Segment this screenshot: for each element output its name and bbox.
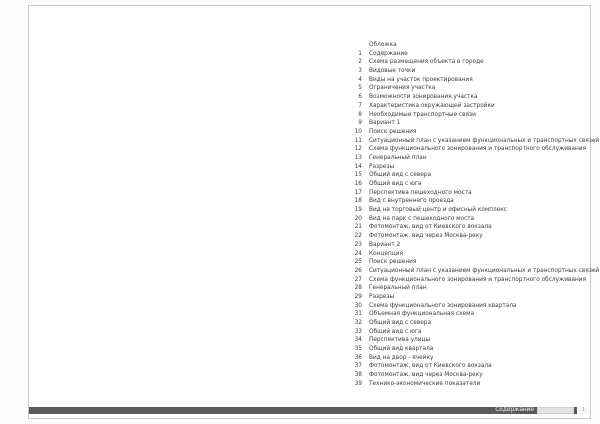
toc-item-label: Ситуационный план с указанием функциональных и транспортных связей: [369, 267, 600, 274]
toc-row: [343, 354, 599, 363]
toc-item-label: Фотомонтаж, вид через Москва-реку: [369, 233, 483, 240]
toc-item-label: Виды на участок проектирования: [369, 76, 473, 83]
toc-row: [343, 197, 599, 206]
toc-item-number: 10: [354, 128, 362, 135]
toc-item-label: Возможности зонирования участка: [369, 94, 478, 101]
toc-row: [343, 111, 599, 120]
toc-row: [343, 128, 599, 137]
toc-item-label: Ситуационный план с указанием функциональных и транспортных связей: [369, 137, 600, 144]
toc-item-number: 33: [354, 328, 362, 335]
toc-item-number: 35: [354, 346, 362, 353]
toc-item-label: Фотомонтаж, вид через Москва-реку: [369, 372, 483, 379]
toc-item-number: 32: [354, 320, 362, 326]
toc-row: [343, 58, 599, 67]
toc-row: [343, 232, 599, 241]
toc-item-number: 22: [354, 233, 362, 240]
toc-row: [343, 180, 599, 189]
toc-item-number: 31: [354, 311, 362, 318]
toc-row: [343, 223, 599, 232]
slide-page: [28, 5, 600, 419]
toc-item-number: 1: [358, 50, 362, 57]
toc-item-label: Общий вид с севера: [369, 320, 432, 326]
toc-row: [343, 362, 599, 371]
toc-item-number: 7: [358, 102, 362, 109]
toc-item-label: Схема функционального зонирования и транспортного обслуживания: [369, 146, 587, 153]
toc-item-number: 15: [354, 172, 362, 179]
toc-item-label: Схема функционального зонирования квартала: [369, 302, 517, 309]
toc-item-label: Фотомонтаж, вид от Киевского вокзала: [369, 224, 492, 231]
toc-item-label: Вид с внутреннего проезда: [369, 198, 454, 205]
toc-row: [343, 145, 599, 154]
toc-item-label: Перспектива улицы: [369, 337, 431, 344]
toc-item-number: 27: [354, 276, 362, 283]
toc-item-label: Общий вид квартала: [369, 346, 434, 353]
toc-item-label: Перспектива пешеходного моста: [369, 189, 472, 196]
toc-item-number: 14: [354, 163, 362, 170]
toc-item-label: Разрезы: [369, 163, 395, 170]
toc-row: [343, 137, 599, 146]
toc-item-number: 3: [358, 68, 362, 75]
toc-row: [343, 371, 599, 380]
toc-item-label: Вид на парк с пешеходного моста: [369, 215, 475, 222]
toc-item-number: 16: [354, 181, 362, 187]
toc-item-label: Генеральный план: [369, 285, 427, 292]
toc-item-label: Фотомонтаж, вид от Киевского вокзала: [369, 363, 492, 370]
toc-item-number: 37: [354, 363, 362, 370]
toc-item-label: Схема размещения объекта в городе: [369, 59, 484, 66]
toc-item-number: 18: [354, 198, 362, 205]
toc-item-label: Объемная функциональная схема: [369, 311, 475, 318]
toc-row: [343, 163, 599, 172]
toc-item-label: Разрезы: [369, 293, 395, 300]
toc-item-number: 17: [354, 189, 362, 196]
toc-item-number: 30: [354, 302, 362, 309]
toc-item-label: Общий вид с севера: [369, 172, 432, 179]
toc-item-label: Поиск решения: [369, 259, 417, 266]
toc-row: [343, 206, 599, 215]
toc-item-label: Вариант 2: [369, 241, 401, 248]
toc-item-number: 4: [358, 76, 362, 83]
toc-item-number: 39: [354, 380, 362, 387]
toc-row: [343, 93, 599, 102]
toc-item-number: 21: [354, 224, 362, 231]
toc-item-label: Общий вид с юга: [369, 181, 422, 187]
toc-row: [343, 380, 599, 389]
toc-item-number: 29: [354, 293, 362, 300]
toc-item-label: Вид на торговый центр и офисный комплекс: [369, 207, 507, 214]
toc-row: [343, 50, 599, 59]
toc-item-label: Технико-экономические показатели: [369, 380, 481, 387]
toc-row: [343, 345, 599, 354]
toc-item-label: Содержание: [369, 50, 408, 57]
toc-item-label: Концепция: [369, 250, 403, 257]
toc-item-label: Схема функционального зонирования и транспортного обслуживания: [369, 276, 587, 283]
toc-row: [343, 171, 599, 180]
toc-row: [343, 284, 599, 293]
toc-item-number: 5: [358, 85, 362, 92]
toc-list: [343, 41, 599, 389]
toc-row: [343, 276, 599, 285]
toc-row: [343, 84, 599, 93]
toc-row: [343, 67, 599, 76]
toc-row: [343, 267, 599, 276]
toc-row: [343, 154, 599, 163]
footer-section-bar: [29, 407, 537, 414]
toc-item-number: 34: [354, 337, 362, 344]
toc-item-number: 2: [358, 59, 362, 66]
toc-item-number: 8: [358, 111, 362, 118]
toc-item-number: 13: [354, 154, 362, 161]
toc-row: [343, 102, 599, 111]
toc-item-label: Вариант 1: [369, 120, 401, 127]
toc-row: [343, 250, 599, 259]
toc-row: [343, 328, 599, 337]
toc-row: [343, 215, 599, 224]
toc-item-label: Вид на двор - ячейку: [369, 354, 434, 361]
toc-item-number: 24: [354, 250, 362, 257]
toc-item-label: Общий вид с юга: [369, 328, 422, 335]
footer-empty-box: [537, 407, 574, 414]
toc-item-label: Обложка: [369, 42, 397, 48]
toc-item-number: 20: [354, 215, 362, 222]
toc-item-label: Необходимые транспортные связи: [369, 111, 476, 118]
toc-row: [343, 76, 599, 85]
toc-item-label: Ограничения участка: [369, 85, 436, 92]
toc-row: [343, 310, 599, 319]
toc-item-number: 23: [354, 241, 362, 248]
toc-item-number: 6: [358, 94, 362, 101]
toc-item-label: Характеристика окружающей застройки: [369, 102, 495, 109]
toc-item-number: 28: [354, 285, 362, 292]
toc-item-number: [343, 41, 362, 50]
toc-item-number: 26: [354, 267, 362, 274]
footer-page-number: 1: [577, 407, 590, 414]
footer-section-label: Содержание: [495, 407, 534, 413]
toc-item-number: 9: [358, 120, 362, 127]
toc-item-label: Генеральный план: [369, 154, 427, 161]
toc-item-number: 38: [354, 372, 362, 379]
toc-item-number: 11: [354, 137, 362, 144]
toc-row: [343, 241, 599, 250]
toc-item-label: Видовые точки: [369, 68, 416, 75]
toc-item-number: 12: [354, 146, 362, 153]
toc-row: [343, 293, 599, 302]
toc-row: [343, 189, 599, 198]
toc-item-number: 19: [354, 207, 362, 214]
toc-row: [343, 258, 599, 267]
toc-row: [343, 336, 599, 345]
toc-row: [343, 119, 599, 128]
toc-row: [343, 41, 599, 50]
toc-item-label: Поиск решения: [369, 128, 417, 135]
toc-row: [343, 319, 599, 328]
toc-row: [343, 302, 599, 311]
toc-item-number: 36: [354, 354, 362, 361]
toc-item-number: 25: [354, 259, 362, 266]
